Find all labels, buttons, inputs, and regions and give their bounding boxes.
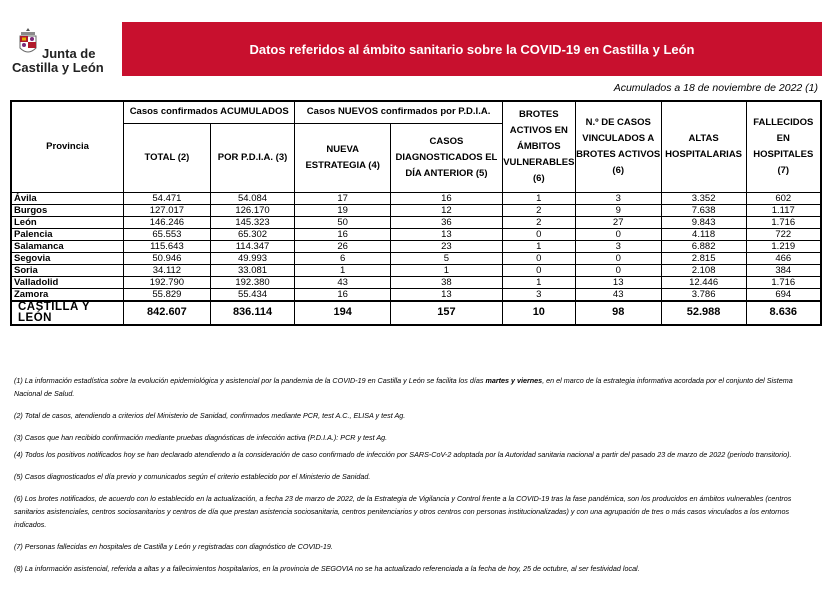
cell-por-pdia: 836.114 (210, 301, 295, 325)
header-group-nuevos: Casos NUEVOS confirmados por P.D.I.A. (295, 101, 503, 123)
cell-vinc: 3 (575, 240, 661, 252)
logo-text-line2: Castilla y León (12, 60, 104, 75)
table-row (11, 216, 821, 228)
header-altas: ALTAS HOSPITALARIAS (661, 101, 746, 192)
cell-por-pdia: 114.347 (210, 240, 295, 252)
cell-provincia: Segovia (11, 252, 124, 264)
cell-por-pdia: 49.993 (210, 252, 295, 264)
header-diagnosticados: CASOS DIAGNOSTICADOS EL DÍA ANTERIOR (5) (391, 123, 503, 192)
cell-provincia: Soria (11, 264, 124, 276)
cell-total: 842.607 (124, 301, 211, 325)
footnote-5: (5) Casos diagnosticados el día previo y comunicados según el criterio establecido por el Ministerio de Sanidad. (14, 472, 371, 481)
cell-brotes: 1 (502, 240, 575, 252)
footnote-3: (3) Casos que han recibido confirmación mediante pruebas diagnósticas de infección activa (P.D.I.A.): PCR y test Ag. (14, 433, 388, 442)
cell-diag: 23 (391, 240, 503, 252)
footnotes (14, 374, 822, 584)
cell-fall: 1.117 (746, 204, 821, 216)
title-banner (122, 22, 822, 76)
footnote-8: (8) La información asistencial, referida a altas y a fallecimientos hospitalarios, en la provincia de SEGOVIA no se ha actualizado referenciada a la fecha de hoy, 25 de octubre, al ser festividad local. (14, 564, 640, 573)
table-total-row (11, 301, 821, 325)
cell-total: 192.790 (124, 276, 211, 288)
cell-por-pdia: 54.084 (210, 192, 295, 204)
cell-brotes: 2 (502, 216, 575, 228)
cell-brotes: 1 (502, 192, 575, 204)
table-row (11, 264, 821, 276)
covid-data-table (10, 100, 822, 326)
header-provincia: Provincia (11, 101, 124, 192)
table-row (11, 252, 821, 264)
cell-altas: 9.843 (661, 216, 746, 228)
header-brotes: BROTES ACTIVOS EN ÁMBITOS VULNERABLES (6) (502, 101, 575, 192)
cell-nueva: 1 (295, 264, 391, 276)
accumulated-date-note: Acumulados a 18 de noviembre de 2022 (1) (613, 82, 818, 94)
coat-of-arms-icon (18, 28, 38, 56)
cell-brotes: 0 (502, 264, 575, 276)
cell-brotes: 3 (502, 288, 575, 301)
cell-vinc: 3 (575, 192, 661, 204)
cell-por-pdia: 55.434 (210, 288, 295, 301)
cell-nueva: 43 (295, 276, 391, 288)
logo-text-line1: Junta de (42, 46, 96, 61)
cell-altas: 3.786 (661, 288, 746, 301)
table-row (11, 240, 821, 252)
cell-nueva: 17 (295, 192, 391, 204)
cell-brotes: 10 (502, 301, 575, 325)
cell-vinc: 98 (575, 301, 661, 325)
cell-nueva: 50 (295, 216, 391, 228)
cell-altas: 7.638 (661, 204, 746, 216)
cell-vinc: 0 (575, 264, 661, 276)
cell-fall: 602 (746, 192, 821, 204)
cell-diag: 13 (391, 228, 503, 240)
cell-provincia: Palencia (11, 228, 124, 240)
table-row (11, 228, 821, 240)
footnote-1-days: martes y viernes (485, 376, 543, 385)
cell-provincia: Valladolid (11, 276, 124, 288)
cell-brotes: 0 (502, 252, 575, 264)
cell-vinc: 13 (575, 276, 661, 288)
footnote-1-text-end: , en el marco de la estrategia informativa acordada por el conjunto del Sistema Nacional de Salud. (14, 376, 793, 398)
cell-diag: 157 (391, 301, 503, 325)
footnote-4: (4) Todos los positivos notificados hoy se han declarado atendiendo a la consideración de caso confirmado de infección por SARS-CoV-2 adoptada por la Autoridad sanitaria nacional a partir del pasado 23 de marzo de 2022 (periodo transitorio). (14, 450, 792, 459)
cell-por-pdia: 65.302 (210, 228, 295, 240)
cell-diag: 12 (391, 204, 503, 216)
cell-diag: 1 (391, 264, 503, 276)
cell-por-pdia: 33.081 (210, 264, 295, 276)
cell-por-pdia: 126.170 (210, 204, 295, 216)
cell-total: 34.112 (124, 264, 211, 276)
header-nueva-estrategia: NUEVA ESTRATEGIA (4) (295, 123, 391, 192)
cell-diag: 5 (391, 252, 503, 264)
cell-total: 115.643 (124, 240, 211, 252)
cell-altas: 12.446 (661, 276, 746, 288)
cell-total: 54.471 (124, 192, 211, 204)
cell-nueva: 6 (295, 252, 391, 264)
cell-fall: 466 (746, 252, 821, 264)
cell-diag: 16 (391, 192, 503, 204)
footnote-7: (7) Personas fallecidas en hospitales de Castilla y León y registradas con diagnóstico de COVID-19. (14, 542, 333, 551)
cell-por-pdia: 192.380 (210, 276, 295, 288)
cell-vinc: 27 (575, 216, 661, 228)
footnote-6: (6) Los brotes notificados, de acuerdo con lo establecido en la actualización, a fecha 23 de marzo de 2022, de la Estrategia de Vigilancia y Control frente a la COVID-19 tras la fase pandémica, son los producidos en ámbitos vulnerables (centros sanitarios asistenciales, centros sociosanitarios y centros de día que prestan asistencia sociosanitaria, centros penitenciarios y otros centros con personas institucionalizadas) y con una agrupación de tres o más casos vinculados a los entornos indicados. (14, 494, 792, 529)
cell-nueva: 26 (295, 240, 391, 252)
cell-nueva: 194 (295, 301, 391, 325)
header-total: TOTAL (2) (124, 123, 211, 192)
cell-por-pdia: 145.323 (210, 216, 295, 228)
cell-vinc: 9 (575, 204, 661, 216)
cell-provincia: Ávila (11, 192, 124, 204)
cell-provincia-total: CASTILLA Y LEÓN (11, 301, 124, 325)
header-por-pdia: POR P.D.I.A. (3) (210, 123, 295, 192)
cell-altas: 6.882 (661, 240, 746, 252)
banner-title: Datos referidos al ámbito sanitario sobre la COVID-19 en Castilla y León (249, 41, 695, 57)
cell-fall: 694 (746, 288, 821, 301)
cell-brotes: 1 (502, 276, 575, 288)
cell-vinc: 0 (575, 252, 661, 264)
cell-altas: 52.988 (661, 301, 746, 325)
cell-fall: 1.219 (746, 240, 821, 252)
cell-altas: 4.118 (661, 228, 746, 240)
cell-fall: 722 (746, 228, 821, 240)
cell-brotes: 2 (502, 204, 575, 216)
cell-provincia: Zamora (11, 288, 124, 301)
cell-provincia: Salamanca (11, 240, 124, 252)
cell-diag: 36 (391, 216, 503, 228)
cell-total: 55.829 (124, 288, 211, 301)
cell-diag: 38 (391, 276, 503, 288)
cell-brotes: 0 (502, 228, 575, 240)
cell-altas: 2.815 (661, 252, 746, 264)
cell-diag: 13 (391, 288, 503, 301)
cell-altas: 2.108 (661, 264, 746, 276)
cell-altas: 3.352 (661, 192, 746, 204)
cell-provincia: León (11, 216, 124, 228)
cell-total: 127.017 (124, 204, 211, 216)
cell-provincia: Burgos (11, 204, 124, 216)
cell-vinc: 0 (575, 228, 661, 240)
header-vinculados: N.º DE CASOS VINCULADOS A BROTES ACTIVOS (6) (575, 101, 661, 192)
footnote-1 (14, 374, 822, 400)
cell-total: 65.553 (124, 228, 211, 240)
footnote-1-text: (1) La información estadística sobre la evolución epidemiológica y asistencial por la pandemia de la COVID-19 en Castilla y León se facilita los días (14, 376, 484, 385)
cell-fall: 1.716 (746, 216, 821, 228)
junta-logo (12, 26, 122, 76)
table-row (11, 288, 821, 301)
table-row (11, 192, 821, 204)
cell-nueva: 16 (295, 228, 391, 240)
header-group-acumulados: Casos confirmados ACUMULADOS (124, 101, 295, 123)
table-row (11, 204, 821, 216)
cell-nueva: 16 (295, 288, 391, 301)
cell-nueva: 19 (295, 204, 391, 216)
cell-total: 146.246 (124, 216, 211, 228)
table-row (11, 276, 821, 288)
cell-fall: 8.636 (746, 301, 821, 325)
cell-fall: 1.716 (746, 276, 821, 288)
cell-total: 50.946 (124, 252, 211, 264)
header-fallecidos: FALLECIDOS EN HOSPITALES (7) (746, 101, 821, 192)
cell-fall: 384 (746, 264, 821, 276)
cell-vinc: 43 (575, 288, 661, 301)
footnote-2: (2) Total de casos, atendiendo a criterios del Ministerio de Sanidad, confirmados mediante PCR, test A.C., ELISA y test Ag. (14, 411, 406, 420)
